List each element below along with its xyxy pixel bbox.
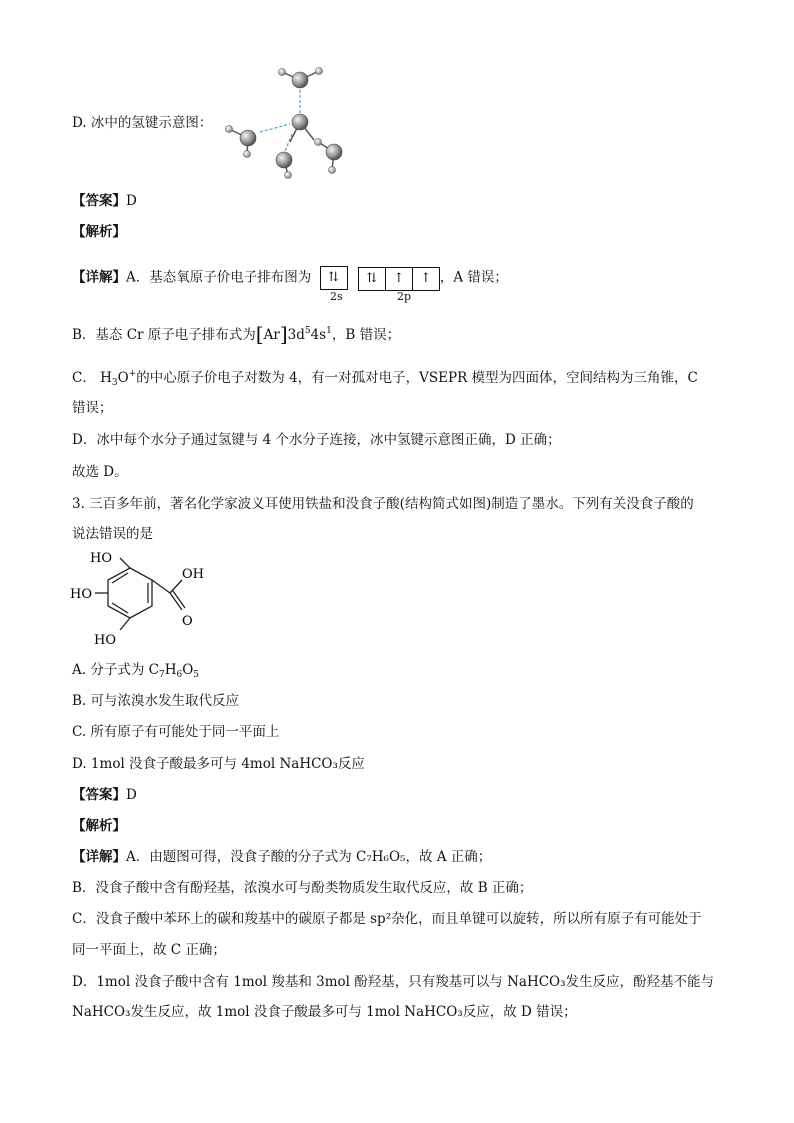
q2-detail-a: 【详解】A．基态氧原子价电子排布图为 ⇅ ⇅ ↑ ↑ ，A 错误； [72, 266, 508, 291]
orbital-2s-label: 2s [330, 290, 343, 303]
q2-answer: 【答案】D [72, 193, 137, 209]
orbital-2p-boxes: ⇅ ↑ ↑ [358, 267, 440, 291]
option-d-label: D. 冰中的氢键示意图： [72, 115, 213, 131]
q2-analysis-label: 【解析】 [72, 224, 126, 240]
q3-detail-a: 【详解】A．由题图可得，没食子酸的分子式为 C₇H₆O₅，故 A 正确； [72, 849, 492, 865]
q2-detail-c-cont: 错误； [72, 400, 113, 416]
q3-option-a: A. 分子式为 $C_7H_6O_5$ [72, 662, 200, 680]
q3-detail-c-line2: 同一平面上，故 C 正确； [72, 942, 226, 958]
ice-hydrogen-bond-diagram [218, 62, 348, 182]
orbital-2s-box: ⇅ [320, 266, 348, 290]
oxygen-atom-left [240, 130, 256, 146]
orbital-2p-label: 2p [397, 290, 412, 303]
q3-option-d: D. 1mol 没食子酸最多可与 4mol NaHCO₃反应 [72, 756, 365, 772]
oxygen-atom-bottom [276, 152, 292, 168]
h-bond-left [260, 124, 290, 132]
q2-detail-d: D．冰中每个水分子通过氢键与 4 个水分子连接，冰中氢键示意图正确，D 正确； [72, 432, 561, 448]
q3-stem-line2: 说法错误的是 [72, 526, 153, 542]
option-d-ice [72, 113, 212, 133]
q3-analysis-label: 【解析】 [72, 818, 126, 834]
gallic-acid-structure [70, 548, 220, 648]
oxygen-atom-right [326, 144, 342, 160]
q3-detail-d-line1: D．1mol 没食子酸中含有 1mol 羧基和 3mol 酚羟基，只有羧基可以与 NaHCO₃发生反应，酚羟基不能与 [72, 974, 715, 990]
q3-option-c: C. 所有原子有可能处于同一平面上 [72, 724, 280, 740]
oxygen-atom-center [292, 114, 308, 130]
q2-conclusion: 故选 D。 [72, 464, 128, 480]
label-o: O [182, 614, 193, 629]
q3-detail-d-line2: NaHCO₃发生反应，故 1mol 没食子酸最多可与 1mol NaHCO₃反应，故 D 错误； [72, 1004, 577, 1020]
h-bond-bottom [284, 134, 292, 154]
oxygen-atom-top [292, 72, 308, 88]
q2-detail-b: B．基态 Cr 原子电子排布式为$[Ar]3d^54s^1$，B 错误； [72, 322, 401, 346]
q3-detail-b: B．没食子酸中含有酚羟基，浓溴水可与酚类物质发生取代反应，故 B 正确； [72, 880, 533, 896]
q3-detail-c-line1: C．没食子酸中苯环上的碳和羧基中的碳原子都是 sp²杂化，而且单键可以旋转，所以所有原子有可能处于 [72, 911, 702, 927]
label-ho-top: HO [90, 551, 112, 566]
q3-option-b: B. 可与浓溴水发生取代反应 [72, 693, 240, 709]
q3-stem-line1: 3. 三百多年前，著名化学家波义耳使用铁盐和没食子酸(结构简式如图)制造了墨水。下列有关没食子酸的 [72, 496, 694, 512]
q2-detail-c: C． $H_3O^+$的中心原子价电子对数为 4，有一对孤对电子，VSEPR 模型为四面体，空间结构为三角锥，C [72, 369, 698, 388]
label-ho-bottom: HO [94, 633, 116, 648]
label-ho-mid: HO [70, 587, 92, 602]
q3-answer: 【答案】D [72, 787, 137, 803]
label-oh: OH [182, 567, 204, 582]
